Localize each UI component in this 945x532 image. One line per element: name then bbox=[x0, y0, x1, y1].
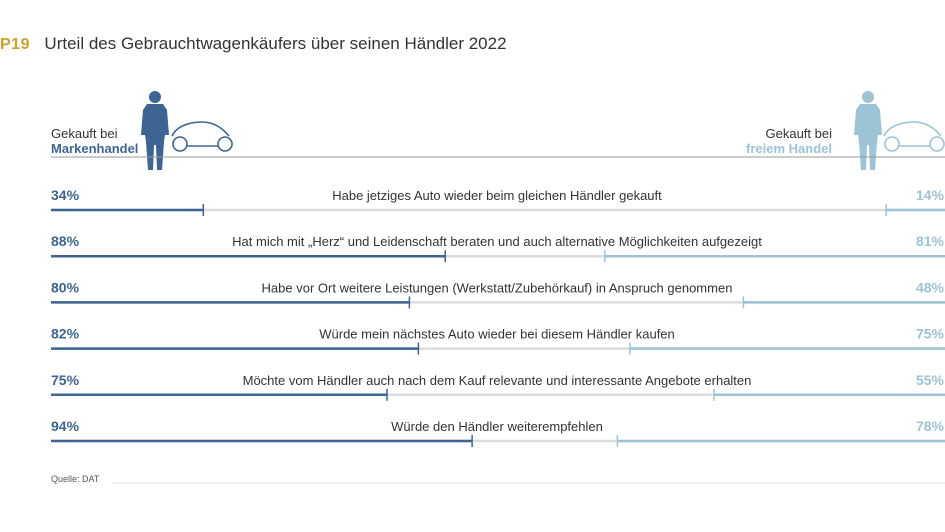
person-icon bbox=[854, 91, 882, 170]
value-label-freier-handel: 78% bbox=[915, 418, 944, 434]
category-label: Habe vor Ort weitere Leistungen (Werkstatt/Zubehörkauf) in Anspruch genommen bbox=[261, 280, 733, 296]
left-illustration bbox=[141, 91, 232, 170]
right-illustration bbox=[854, 91, 944, 170]
legend-markenhandel bbox=[51, 126, 138, 156]
category-label: Hat mich mit „Herz“ und Leidenschaft beraten und auch alternative Möglichkeiten aufgezeigt bbox=[232, 234, 762, 250]
category-label: Möchte vom Händler auch nach dem Kauf relevante und interessante Angebote erhalten bbox=[242, 372, 752, 388]
source-note: Quelle: DAT bbox=[51, 474, 100, 484]
value-label-markenhandel: 75% bbox=[51, 371, 80, 388]
legend-left-line2: Markenhandel bbox=[51, 141, 139, 156]
chart-title: Urteil des Gebrauchtwagenkäufers über seinen Händler 2022 bbox=[44, 34, 507, 53]
legend-right-line2: freiem Handel bbox=[746, 141, 832, 156]
value-label-markenhandel: 94% bbox=[51, 418, 80, 434]
value-label-freier-handel: 14% bbox=[915, 187, 944, 203]
person-icon bbox=[141, 91, 169, 170]
value-label-freier-handel: 48% bbox=[915, 279, 944, 296]
category-label: Habe jetziges Auto wieder beim gleichen Händler gekauft bbox=[332, 188, 662, 203]
value-label-freier-handel: 55% bbox=[915, 371, 944, 388]
legend-left-line1: Gekauft bei bbox=[51, 126, 118, 141]
value-label-markenhandel: 34% bbox=[51, 187, 80, 203]
car-icon bbox=[172, 122, 232, 151]
category-label: Würde mein nächstes Auto wieder bei diesem Händler kaufen bbox=[319, 326, 675, 342]
figure-id: P19 bbox=[0, 36, 30, 53]
legend-freier-handel bbox=[746, 126, 832, 156]
value-label-markenhandel: 82% bbox=[51, 325, 80, 342]
category-label: Würde den Händler weiterempfehlen bbox=[391, 419, 603, 434]
value-label-freier-handel: 75% bbox=[915, 325, 944, 342]
legend-right-line1: Gekauft bei bbox=[765, 126, 832, 141]
value-label-freier-handel: 81% bbox=[915, 233, 944, 250]
chart-rows bbox=[51, 187, 945, 447]
value-label-markenhandel: 80% bbox=[51, 279, 80, 296]
value-label-markenhandel: 88% bbox=[51, 233, 80, 250]
car-icon bbox=[884, 122, 944, 151]
